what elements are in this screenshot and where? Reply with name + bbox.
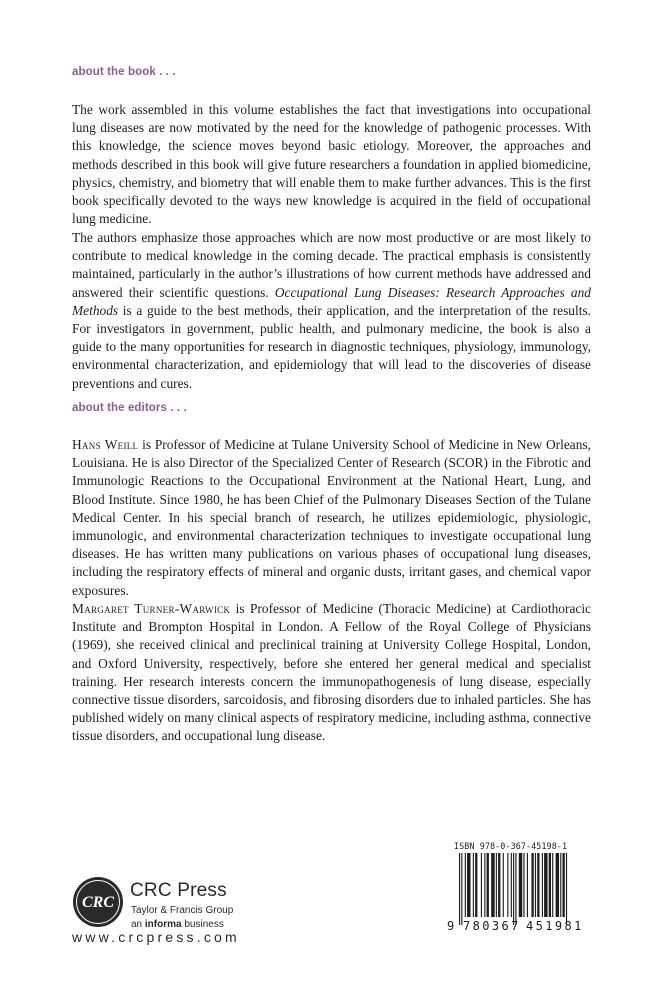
- barcode-bar: [496, 853, 497, 917]
- barcode-bar: [491, 853, 494, 917]
- barcode-bars: [447, 853, 595, 929]
- barcode-bar: [537, 853, 539, 917]
- parent-prefix: an: [131, 919, 145, 930]
- barcode-bar: [507, 853, 508, 917]
- barcode-bar: [513, 853, 514, 925]
- barcode-bar: [560, 853, 561, 917]
- barcode-bar: [467, 853, 470, 917]
- barcode-bar: [544, 853, 547, 917]
- isbn-barcode: [447, 841, 595, 941]
- barcode-bar: [498, 853, 500, 917]
- crc-logo-icon: [72, 876, 124, 928]
- about-book-paragraph-2: [72, 229, 591, 393]
- barcode-bar: [556, 853, 559, 917]
- barcode-bar: [487, 853, 489, 917]
- publisher-name: CRC Press: [130, 880, 227, 901]
- publisher-logo: [72, 874, 272, 934]
- barcode-bar: [461, 853, 462, 925]
- about-book-paragraph-1: The work assembled in this volume establishes the fact that investigations into occupational lung diseases are now motivated by the need for the knowledge of pathogenic processes. With this knowledge, the science moves beyond basic etiology. Moreover, the approaches and methods described in this book will give future researchers a foundation in applied biomedicine, physics, chemistry, and biometry that will enable them to make further advances. This is the first book specifically devoted to the ways new knowledge is acquired in the field of occupational lung medicine.: [72, 102, 591, 227]
- barcode-bar: [535, 853, 536, 917]
- barcode-bar: [475, 853, 477, 917]
- book-title: Occupational Lung Diseases: Research Approaches and Methods: [72, 284, 591, 318]
- editor-bio-text: is Professor of Medicine (Thoracic Medicine) at Cardiothoracic Institute and Brompton Hospital in London. A Fellow of the Royal College of Physicians (1969), she received clinical and preclinical training at University College Hospital, London, and Oxford University, respectively, before she entered her general medical and specialist training. Her research interests concern the immunopathogenesis of lung disease, especially connective tissue disorders, sarcoidosis, and fibrosing disorders due to inhaled particles. She has published widely on many clinical aspects of respiratory medicine, including asthma, connective tissue disorders, and occupational lung disease.: [72, 601, 591, 744]
- svg-text:CRC: CRC: [81, 894, 115, 911]
- barcode-bar: [511, 853, 512, 917]
- barcode-bar: [465, 853, 466, 917]
- parent-suffix: business: [181, 919, 224, 930]
- editor-bio-weill: [72, 436, 591, 600]
- barcode-bar: [519, 853, 522, 917]
- barcode-bar: [563, 853, 565, 917]
- barcode-bar: [552, 853, 553, 917]
- barcode-bar: [527, 853, 528, 917]
- publisher-group: Taylor & Francis Group: [131, 905, 234, 916]
- isbn-label: ISBN 978-0-367-45198-1: [454, 841, 568, 851]
- editor-bio-text: is Professor of Medicine at Tulane University School of Medicine in New Orleans, Louisiana. He is also Director of the Specialized Center of Research (SCOR) in the Fibrotic and Immunologic Reactions to the Occupational Environment at the National Heart, Lung, and Blood Institute. Since 1980, he has been Chief of the Pulmonary Diseases Section of the Tulane Medical Center. In his special branch of research, he utilizes epidemiologic, physiologic, immunologic, and environmental characterization techniques to investigate occupational lung diseases. He has written many publications on various phases of occupational lung diseases, including the respiratory effects of mineral and organic dusts, irritant gases, and chemical vapor exposures.: [72, 437, 591, 598]
- editor-name: Hans Weill: [72, 437, 139, 452]
- barcode-bar: [503, 853, 504, 917]
- editor-bio-turner-warwick: [72, 600, 591, 746]
- barcode-bar: [549, 853, 551, 917]
- ean-first-digit: 9: [447, 919, 455, 933]
- barcode-bar: [481, 853, 482, 917]
- barcode-bar: [542, 853, 543, 917]
- barcode-bar: [566, 853, 567, 925]
- about-editors-heading: about the editors . . .: [72, 402, 187, 414]
- barcode-bar: [515, 853, 516, 925]
- editor-name: Margaret Turner-Warwick: [72, 601, 231, 616]
- informa-wordmark: informa: [144, 919, 182, 930]
- ean-right-digits: 451981: [526, 919, 584, 933]
- ean-left-digits: 780367: [463, 919, 521, 933]
- barcode-bar: [523, 853, 524, 917]
- barcode-bar: [484, 853, 485, 917]
- paragraph-text: The authors emphasize those approaches which are now most productive or are most likely to contribute to medical knowledge in the coming decade. The practical emphasis is consistently maintained, particularly in the author’s illustrations of how current methods have addressed and answered their scientific questions.: [72, 230, 591, 300]
- barcode-bar: [531, 853, 533, 917]
- paragraph-text: is a guide to the best methods, their application, and the interpretation of the results. For investigators in government, public health, and pulmonary medicine, the book is also a guide to the many opportunities for research in diagnostic techniques, physiology, immunology, environmental characterization, and epidemiology that will lead to the discoveries of disease preventions and cures.: [72, 302, 591, 391]
- barcode-bar: [459, 853, 460, 925]
- barcode-bar: [473, 853, 474, 917]
- about-book-heading: about the book . . .: [72, 66, 176, 78]
- publisher-website[interactable]: www.crcpress.com: [72, 929, 240, 945]
